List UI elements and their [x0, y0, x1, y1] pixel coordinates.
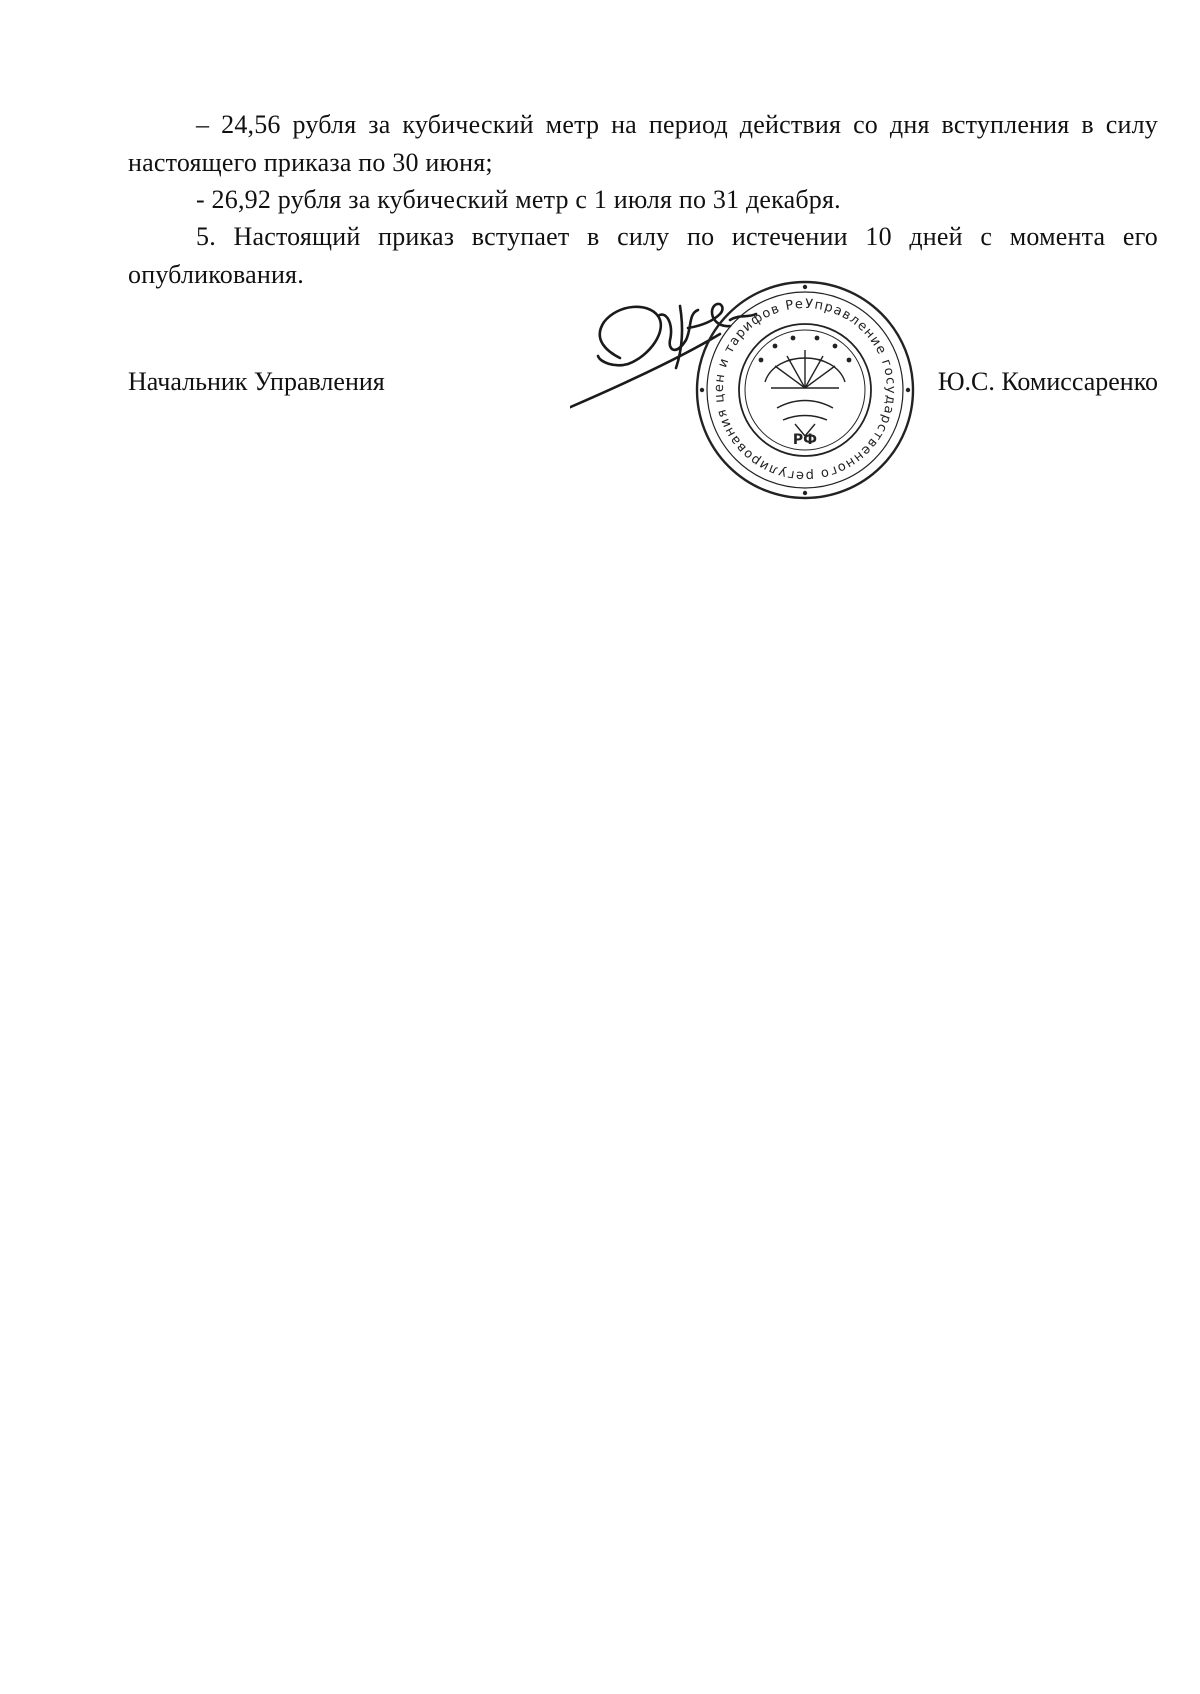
seal-text: Управление государственного регулирования цен и тарифов Республики Адыгея — [711, 296, 898, 484]
signature-block — [128, 362, 1158, 402]
signer-position-title: Начальник Управления — [128, 367, 385, 396]
signer-name: Ю.С. Комиссаренко — [937, 367, 1158, 396]
paragraph-price-first-half: – 24,56 рубля за кубический метр на период действия со дня вступления в силу настоящего приказа по 30 июня; — [128, 110, 1158, 177]
paragraph-effective-date: 5. Настоящий приказ вступает в силу по истечении 10 дней с момента его опубликования. — [128, 222, 1158, 289]
paragraph-price-second-half: - 26,92 рубля за кубический метр с 1 июля по 31 декабря. — [196, 185, 841, 214]
seal-center-text: РФ — [792, 432, 818, 448]
